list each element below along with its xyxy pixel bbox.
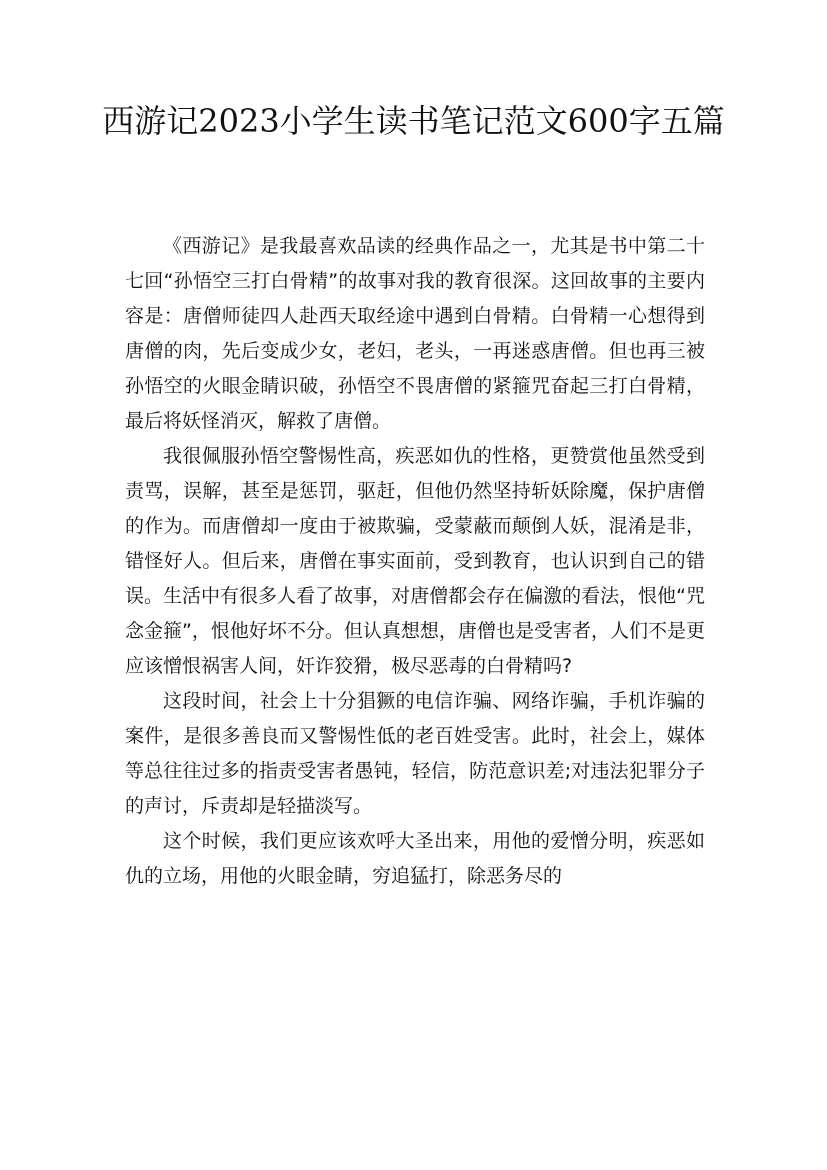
paragraph-4: 这个时候，我们更应该欢呼大圣出来，用他的爱憎分明，疾恶如仇的立场，用他的火眼金睛，穷追猛打，除恶务尽的 — [125, 830, 705, 887]
paragraph-3: 这段时间，社会上十分猖獗的电信诈骗、网络诈骗，手机诈骗的案件，是很多善良而又警惕性低的老百姓受害。此时，社会上，媒体等总往往过多的指责受害者愚钝，轻信，防范意识差;对违法犯罪分子的声讨，斥责却是轻描淡写。 — [125, 690, 705, 817]
paragraph-1: 《西游记》是我最喜欢品读的经典作品之一，尤其是书中第二十七回“孙悟空三打白骨精”的故事对我的教育很深。这回故事的主要内容是：唐僧师徒四人赴西天取经途中遇到白骨精。白骨精一心想得到唐僧的肉，先后变成少女，老妇，老头，一再迷惑唐僧。但也再三被孙悟空的火眼金睛识破，孙悟空不畏唐僧的紧箍咒奋起三打白骨精，最后将妖怪消灭，解救了唐僧。 — [125, 235, 705, 432]
document-body — [125, 229, 705, 894]
document-title: 西游记2023小学生读书笔记范文600字五篇 — [102, 102, 725, 140]
paragraph-2: 我很佩服孙悟空警惕性高，疾恶如仇的性格，更赞赏他虽然受到责骂，误解，甚至是惩罚，驱赶，但他仍然坚持斩妖除魔，保护唐僧的作为。而唐僧却一度由于被欺骗，受蒙蔽而颠倒人妖，混淆是非，错怪好人。但后来，唐僧在事实面前，受到教育，也认识到自己的错误。生活中有很多人看了故事，对唐僧都会存在偏激的看法，恨他“咒念金箍”，恨他好坏不分。但认真想想，唐僧也是受害者，人们不是更应该憎恨祸害人间，奸诈狡猾，极尽恶毒的白骨精吗? — [125, 445, 705, 677]
